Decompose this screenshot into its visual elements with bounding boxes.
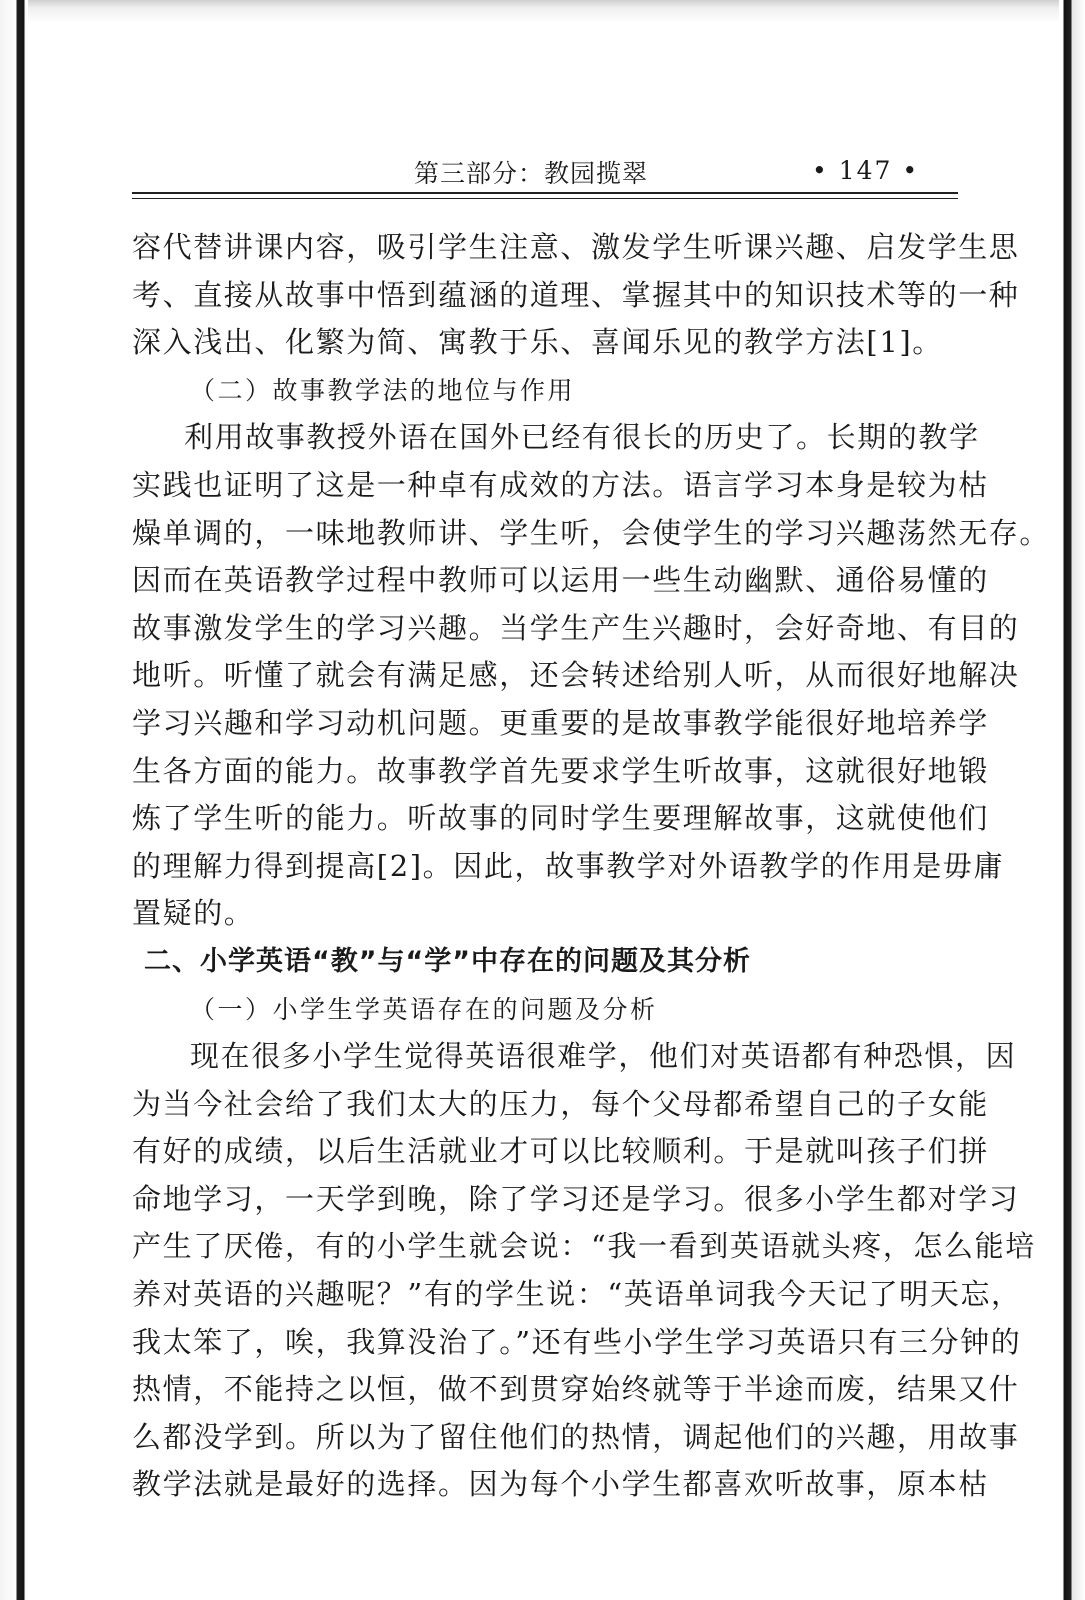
text-line: 的理解力得到提高[2]。因此，故事教学对外语教学的作用是毋庸	[132, 848, 1005, 883]
text-line: 燥单调的，一味地教师讲、学生听，会使学生的学习兴趣荡然无存。	[132, 515, 1051, 550]
header-rule	[132, 192, 958, 201]
text-line: 么都没学到。所以为了留住他们的热情，调起他们的兴趣，用故事	[132, 1419, 1020, 1454]
section-heading-problems: 二、小学英语“教”与“学”中存在的问题及其分析	[144, 945, 751, 977]
book-page	[132, 148, 1051, 1502]
header-rule-thick	[132, 192, 958, 194]
text-line: 考、直接从故事中悟到蕴涵的道理、掌握其中的知识技术等的一种	[132, 277, 1020, 312]
paragraph-continued	[132, 224, 1020, 367]
text-line: 学习兴趣和学习动机问题。更重要的是故事教学能很好地培养学	[132, 705, 989, 740]
text-line: 炼了学生听的能力。听故事的同时学生要理解故事，这就使他们	[132, 801, 989, 836]
text-line: 利用故事教授外语在国外已经有很长的历史了。长期的教学	[184, 420, 980, 455]
text-line: 容代替讲课内容，吸引学生注意、激发学生听课兴趣、启发学生思	[132, 230, 1020, 264]
text-line: 养对英语的兴趣呢？”有的学生说：“英语单词我今天记了明天忘，	[132, 1277, 1022, 1312]
body-text	[132, 224, 1051, 1509]
paragraph-student-fear	[132, 1033, 1036, 1509]
scan-right-edge	[1059, 0, 1085, 1600]
text-line: 现在很多小学生觉得英语很难学，他们对英语都有种恐惧，因	[190, 1039, 1017, 1074]
text-line: 教学法就是最好的选择。因为每个小学生都喜欢听故事，原本枯	[132, 1467, 989, 1502]
running-title: 第三部分：教园揽翠	[414, 159, 649, 188]
text-line: 实践也证明了这是一种卓有成效的方法。语言学习本身是较为枯	[132, 467, 989, 502]
text-line: 地听。听懂了就会有满足感，还会转述给别人听，从而很好地解决	[132, 658, 1020, 693]
running-header	[132, 148, 958, 192]
text-line: 热情，不能持之以恒，做不到贯穿始终就等于半途而废，结果又什	[132, 1372, 1020, 1407]
scan-left-edge	[0, 0, 28, 1600]
subheading-student-problems: （一）小学生学英语存在的问题及分析	[190, 994, 658, 1024]
text-line: 置疑的。	[132, 896, 255, 931]
page-number: • 147 •	[812, 156, 920, 185]
text-line: 生各方面的能力。故事教学首先要求学生听故事，这就很好地锻	[132, 753, 989, 788]
text-line: 命地学习，一天学到晚，除了学习还是学习。很多小学生都对学习	[132, 1181, 1020, 1216]
text-line: 我太笨了，唉，我算没治了。”还有些小学生学习英语只有三分钟的	[132, 1324, 1022, 1359]
text-line: 因而在英语教学过程中教师可以运用一些生动幽默、通俗易懂的	[132, 563, 989, 598]
text-line: 为当今社会给了我们太大的压力，每个父母都希望自己的子女能	[132, 1086, 989, 1121]
text-line: 产生了厌倦，有的小学生就会说：“我一看到英语就头疼，怎么能培	[132, 1229, 1036, 1264]
text-line: 故事激发学生的学习兴趣。当学生产生兴趣时，会好奇地、有目的	[132, 610, 1020, 645]
header-rule-thin	[132, 198, 958, 199]
text-line: 有好的成绩，以后生活就业才可以比较顺利。于是就叫孩子们拼	[132, 1134, 989, 1169]
subheading-role-of-story-teaching: （二）故事教学法的地位与作用	[190, 375, 576, 405]
paragraph-story-teaching-history	[132, 414, 1051, 938]
scan-top-edge	[28, 0, 1059, 24]
text-line: 深入浅出、化繁为简、寓教于乐、喜闻乐见的教学方法[1]。	[132, 325, 943, 360]
